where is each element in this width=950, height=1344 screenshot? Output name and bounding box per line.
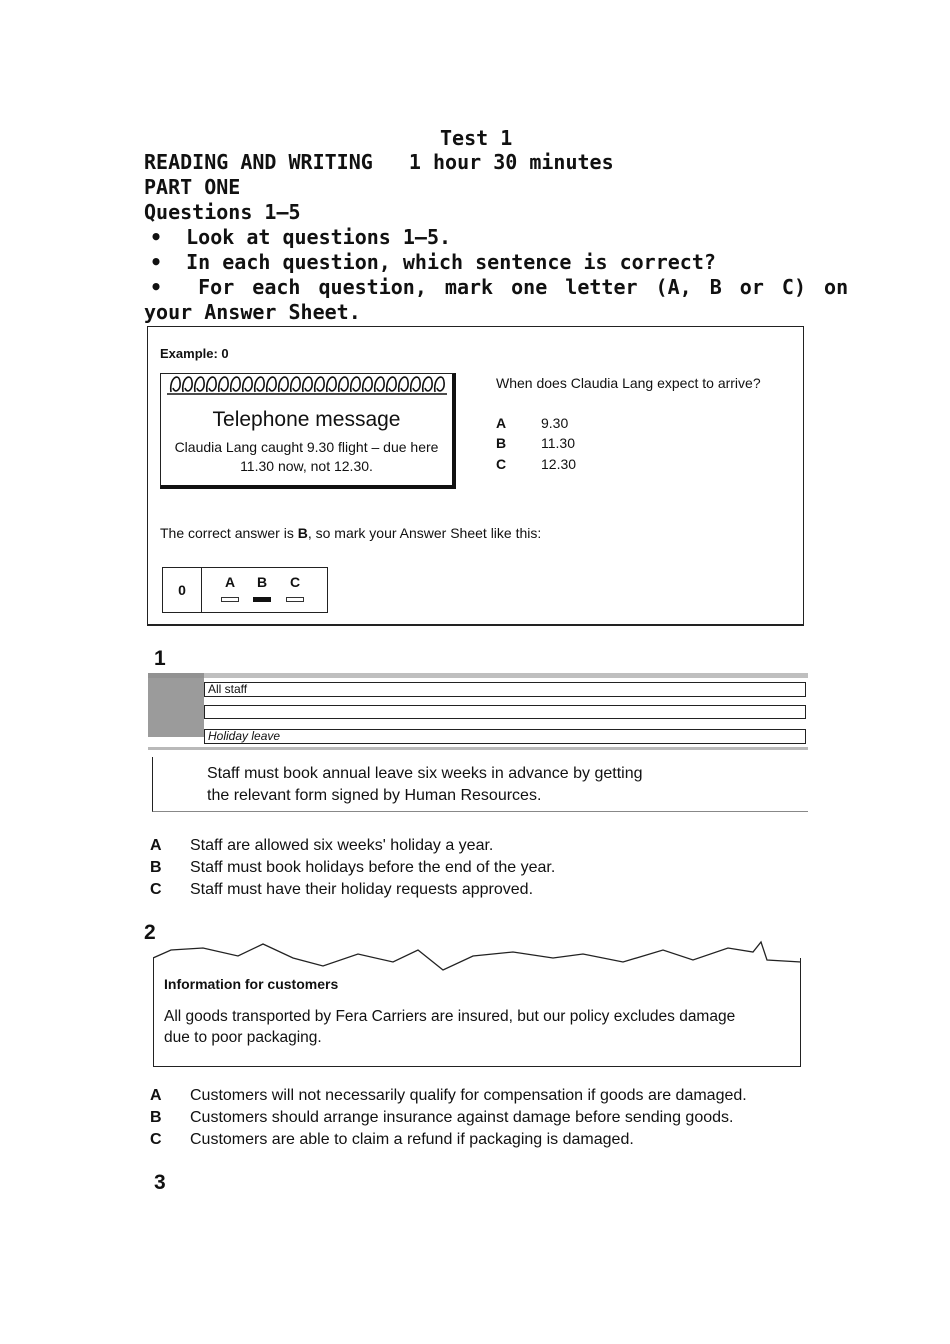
notice-text: All goods transported by Fera Carriers are insured, but our policy excludes damage due to poor packaging. <box>164 1008 736 1046</box>
section-name: READING AND WRITING <box>144 150 373 174</box>
email-cc-field <box>204 705 806 719</box>
customer-notice <box>153 940 801 1068</box>
instruction-3-cont: your Answer Sheet. <box>144 300 361 324</box>
q1-option-a[interactable]: A Staff are allowed six weeks' holiday a year. <box>150 837 494 854</box>
q2-option-a[interactable]: A Customers will not necessarily qualify for compensation if goods are damaged. <box>150 1087 747 1104</box>
q1-option-b[interactable]: B Staff must book holidays before the end of the year. <box>150 859 556 876</box>
example-question: When does Claudia Lang expect to arrive? <box>496 375 761 391</box>
answer-mark-b[interactable] <box>253 597 271 602</box>
question-2-options <box>150 1085 747 1151</box>
correct-answer-note: The correct answer is B, so mark your Answer Sheet like this: <box>160 525 542 541</box>
email-message <box>148 673 808 813</box>
example-option-b: B 11.30 <box>496 435 575 451</box>
example-label: Example: 0 <box>160 346 229 361</box>
memo-title: Telephone message <box>212 408 401 431</box>
q2-option-c[interactable]: C Customers are able to claim a refund if packaging is damaged. <box>150 1131 634 1148</box>
example-option-a: A 9.30 <box>496 415 569 431</box>
instruction-2: • In each question, which sentence is correct? <box>150 250 716 274</box>
question-1-number: 1 <box>154 647 166 670</box>
email-header-divider <box>148 747 808 750</box>
test-title: Test 1 <box>440 126 513 150</box>
instruction-1: • Look at questions 1–5. <box>150 225 452 249</box>
answer-sheet-sample <box>162 567 328 613</box>
answer-letter-a: A <box>225 574 236 590</box>
email-header-labels <box>148 673 204 737</box>
answer-number: 0 <box>163 568 202 612</box>
memo-body: Claudia Lang caught 9.30 flight – due here 11.30 now, not 12.30. <box>174 439 439 474</box>
notice-title: Information for customers <box>164 976 339 992</box>
email-to-field: All staff <box>204 682 806 697</box>
section-heading <box>144 150 614 175</box>
answer-letter-b: B <box>257 574 268 590</box>
answer-mark-a[interactable] <box>221 597 239 602</box>
questions-range: Questions 1–5 <box>144 200 301 224</box>
telephone-memo <box>160 373 456 489</box>
example-option-c: C 12.30 <box>496 456 577 472</box>
answer-mark-c[interactable] <box>286 597 304 602</box>
email-subject-field: Holiday leave <box>204 729 806 744</box>
q1-option-c[interactable]: C Staff must have their holiday requests approved. <box>150 881 534 898</box>
email-body <box>152 757 808 812</box>
question-3-number: 3 <box>154 1171 166 1194</box>
instruction-3: • For each question, mark one letter (A, B or C) on <box>150 275 849 299</box>
email-header-strip <box>148 673 808 678</box>
email-text: Staff must book annual leave six weeks in advance by getting the relevant form signed by Human Resources. <box>207 765 643 804</box>
question-2-number: 2 <box>144 921 156 944</box>
duration: 1 hour 30 minutes <box>408 150 614 174</box>
spiral-binding-icon <box>167 370 447 396</box>
question-1-options <box>150 835 555 901</box>
example-box <box>147 326 804 626</box>
answer-letter-c: C <box>290 574 301 590</box>
q2-option-b[interactable]: B Customers should arrange insurance against damage before sending goods. <box>150 1109 734 1126</box>
part-heading: PART ONE <box>144 175 241 199</box>
